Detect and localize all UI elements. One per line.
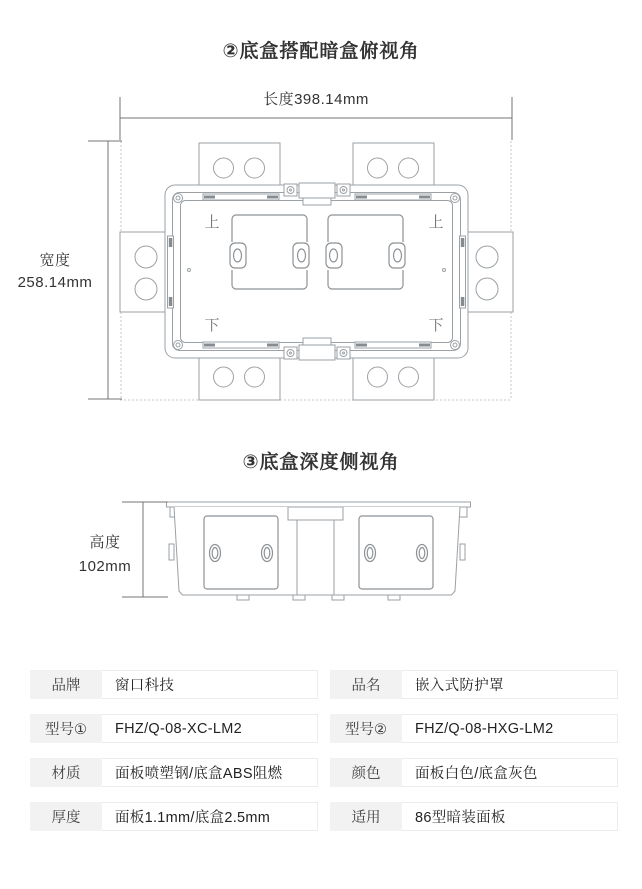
height-label-line1: 高度 — [89, 534, 121, 551]
mark-up-left: 上 — [204, 214, 220, 231]
spec-table-right-column — [330, 670, 618, 832]
spec-row-model-1 — [30, 714, 318, 743]
mark-down-left: 下 — [204, 317, 220, 334]
spec-label-product-name: 品名 — [330, 670, 402, 699]
spec-table-left-column — [30, 670, 318, 832]
spec-value-color: 面板白色/底盒灰色 — [402, 758, 618, 787]
spec-row-thickness — [30, 802, 318, 831]
spec-label-applicable: 适用 — [330, 802, 402, 831]
dimension-width-label — [18, 251, 93, 291]
spec-value-model-1: FHZ/Q-08-XC-LM2 — [102, 714, 318, 743]
side-view-title: ③底盒深度侧视角 — [242, 452, 400, 473]
top-view-title: ②底盒搭配暗盒俯视角 — [222, 41, 420, 62]
spec-row-applicable — [330, 802, 618, 831]
top-view-drawing — [0, 83, 642, 415]
width-label-line1: 宽度 — [39, 252, 71, 269]
spec-label-material: 材质 — [30, 758, 102, 787]
spec-label-thickness: 厚度 — [30, 802, 102, 831]
spec-row-brand — [30, 670, 318, 699]
spec-label-model-2: 型号② — [330, 714, 402, 743]
mark-up-right: 上 — [428, 214, 444, 231]
height-label-line2: 102mm — [78, 558, 132, 575]
spec-value-applicable: 86型暗装面板 — [402, 802, 618, 831]
spec-row-material — [30, 758, 318, 787]
dimension-height-label — [79, 533, 132, 575]
spec-label-model-1: 型号① — [30, 714, 102, 743]
side-view-drawing — [0, 490, 642, 615]
spec-value-material: 面板喷塑钢/底盒ABS阻燃 — [102, 758, 318, 787]
spec-value-product-name: 嵌入式防护罩 — [402, 670, 618, 699]
spec-row-product-name — [330, 670, 618, 699]
mark-down-right: 下 — [428, 317, 444, 334]
spec-row-model-2 — [330, 714, 618, 743]
spec-label-brand: 品牌 — [30, 670, 102, 699]
spec-value-model-2: FHZ/Q-08-HXG-LM2 — [402, 714, 618, 743]
spec-label-color: 颜色 — [330, 758, 402, 787]
spec-value-thickness: 面板1.1mm/底盒2.5mm — [102, 802, 318, 831]
dimension-length-label: 长度398.14mm — [263, 91, 369, 108]
spec-row-color — [330, 758, 618, 787]
spec-value-brand: 窗口科技 — [102, 670, 318, 699]
height-dimension-lines — [122, 502, 168, 597]
width-label-line2: 258.14mm — [17, 274, 93, 291]
